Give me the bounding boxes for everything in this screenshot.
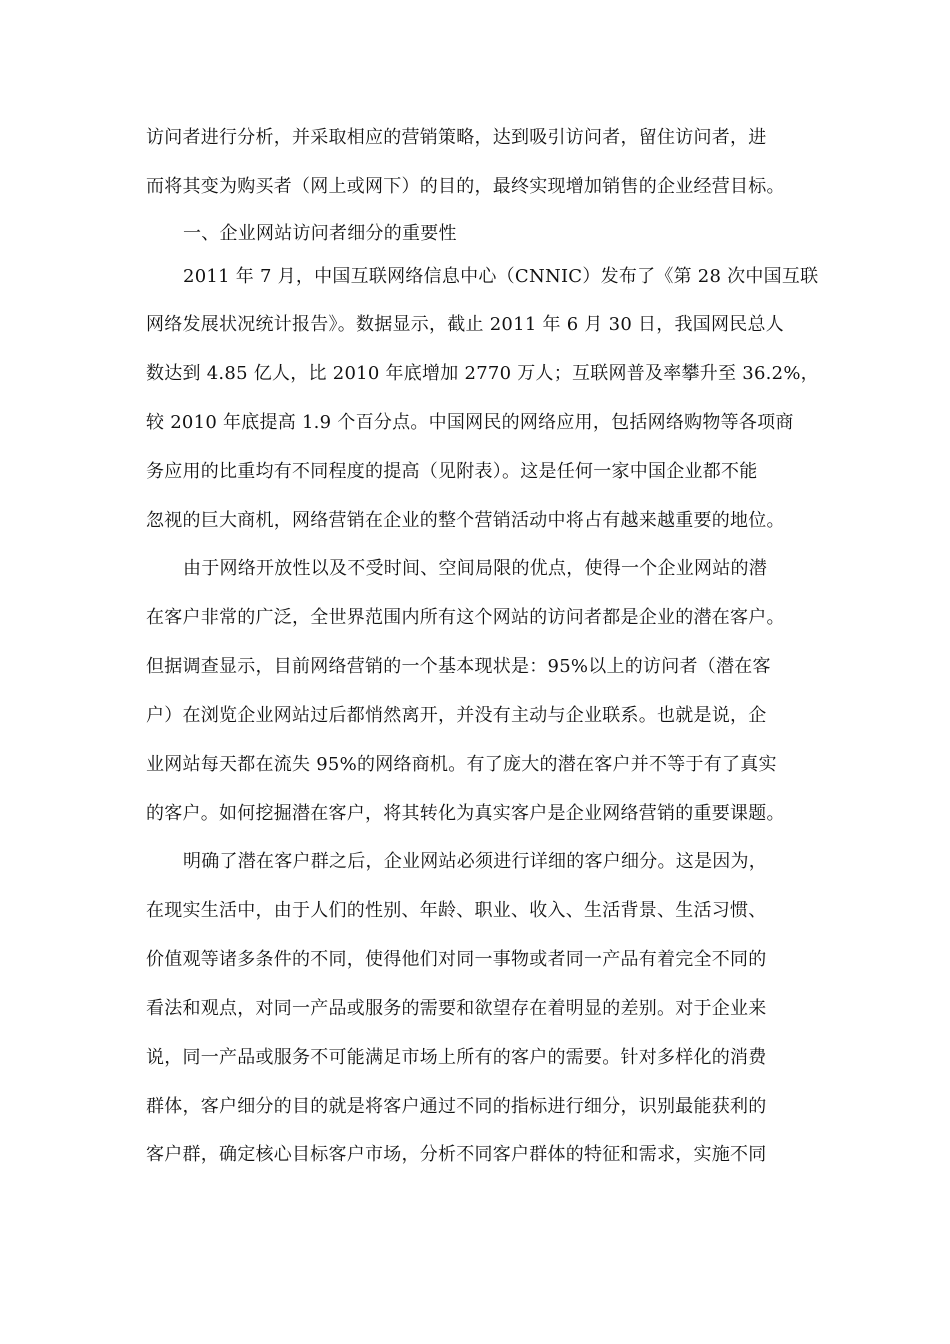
paragraph-line: 户）在浏览企业网站过后都悄然离开，并没有主动与企业联系。也就是说，企 [146, 705, 767, 726]
paragraph-line: 业网站每天都在流失 95%的网络商机。有了庞大的潜在客户并不等于有了真实 [146, 754, 777, 775]
paragraph-line: 在客户非常的广泛，全世界范围内所有这个网站的访问者都是企业的潜在客户。 [146, 607, 785, 628]
paragraph-line: 看法和观点，对同一产品或服务的需要和欲望存在着明显的差别。对于企业来 [146, 998, 767, 1019]
paragraph-line: 2011 年 7 月，中国互联网络信息中心（CNNIC）发布了《第 28 次中国互联 [183, 266, 819, 287]
paragraph-line: 在现实生活中，由于人们的性别、年龄、职业、收入、生活背景、生活习惯、 [146, 900, 767, 921]
paragraph-line: 明确了潜在客户群之后，企业网站必须进行详细的客户细分。这是因为， [183, 851, 767, 872]
paragraph-line: 忽视的巨大商机，网络营销在企业的整个营销活动中将占有越来越重要的地位。 [146, 510, 785, 531]
paragraph-line: 但据调查显示，目前网络营销的一个基本现状是：95%以上的访问者（潜在客 [146, 656, 771, 677]
paragraph-line: 数达到 4.85 亿人，比 2010 年底增加 2770 万人；互联网普及率攀升至 36.2%， [146, 363, 819, 384]
paragraph-line: 客户群，确定核心目标客户市场，分析不同客户群体的特征和需求，实施不同 [146, 1144, 767, 1165]
paragraph-line: 群体，客户细分的目的就是将客户通过不同的指标进行细分，识别最能获利的 [146, 1096, 767, 1117]
paragraph-line: 访问者进行分析，并采取相应的营销策略，达到吸引访问者，留住访问者，进 [146, 127, 767, 148]
paragraph-line: 较 2010 年底提高 1.9 个百分点。中国网民的网络应用，包括网络购物等各项商 [146, 412, 794, 433]
paragraph-line: 网络发展状况统计报告》。数据显示，截止 2011 年 6 月 30 日，我国网民总人 [146, 314, 784, 335]
paragraph-line: 说，同一产品或服务不可能满足市场上所有的客户的需要。针对多样化的消费 [146, 1047, 767, 1068]
paragraph-line: 务应用的比重均有不同程度的提高（见附表）。这是任何一家中国企业都不能 [146, 461, 758, 482]
paragraph-line: 价值观等诸多条件的不同，使得他们对同一事物或者同一产品有着完全不同的 [146, 949, 767, 970]
section-heading: 一、企业网站访问者细分的重要性 [183, 223, 457, 244]
paragraph-line: 由于网络开放性以及不受时间、空间局限的优点，使得一个企业网站的潜 [183, 558, 767, 579]
paragraph-line: 的客户。如何挖掘潜在客户，将其转化为真实客户是企业网络营销的重要课题。 [146, 803, 785, 824]
paragraph-line: 而将其变为购买者（网上或网下）的目的，最终实现增加销售的企业经营目标。 [146, 176, 785, 197]
